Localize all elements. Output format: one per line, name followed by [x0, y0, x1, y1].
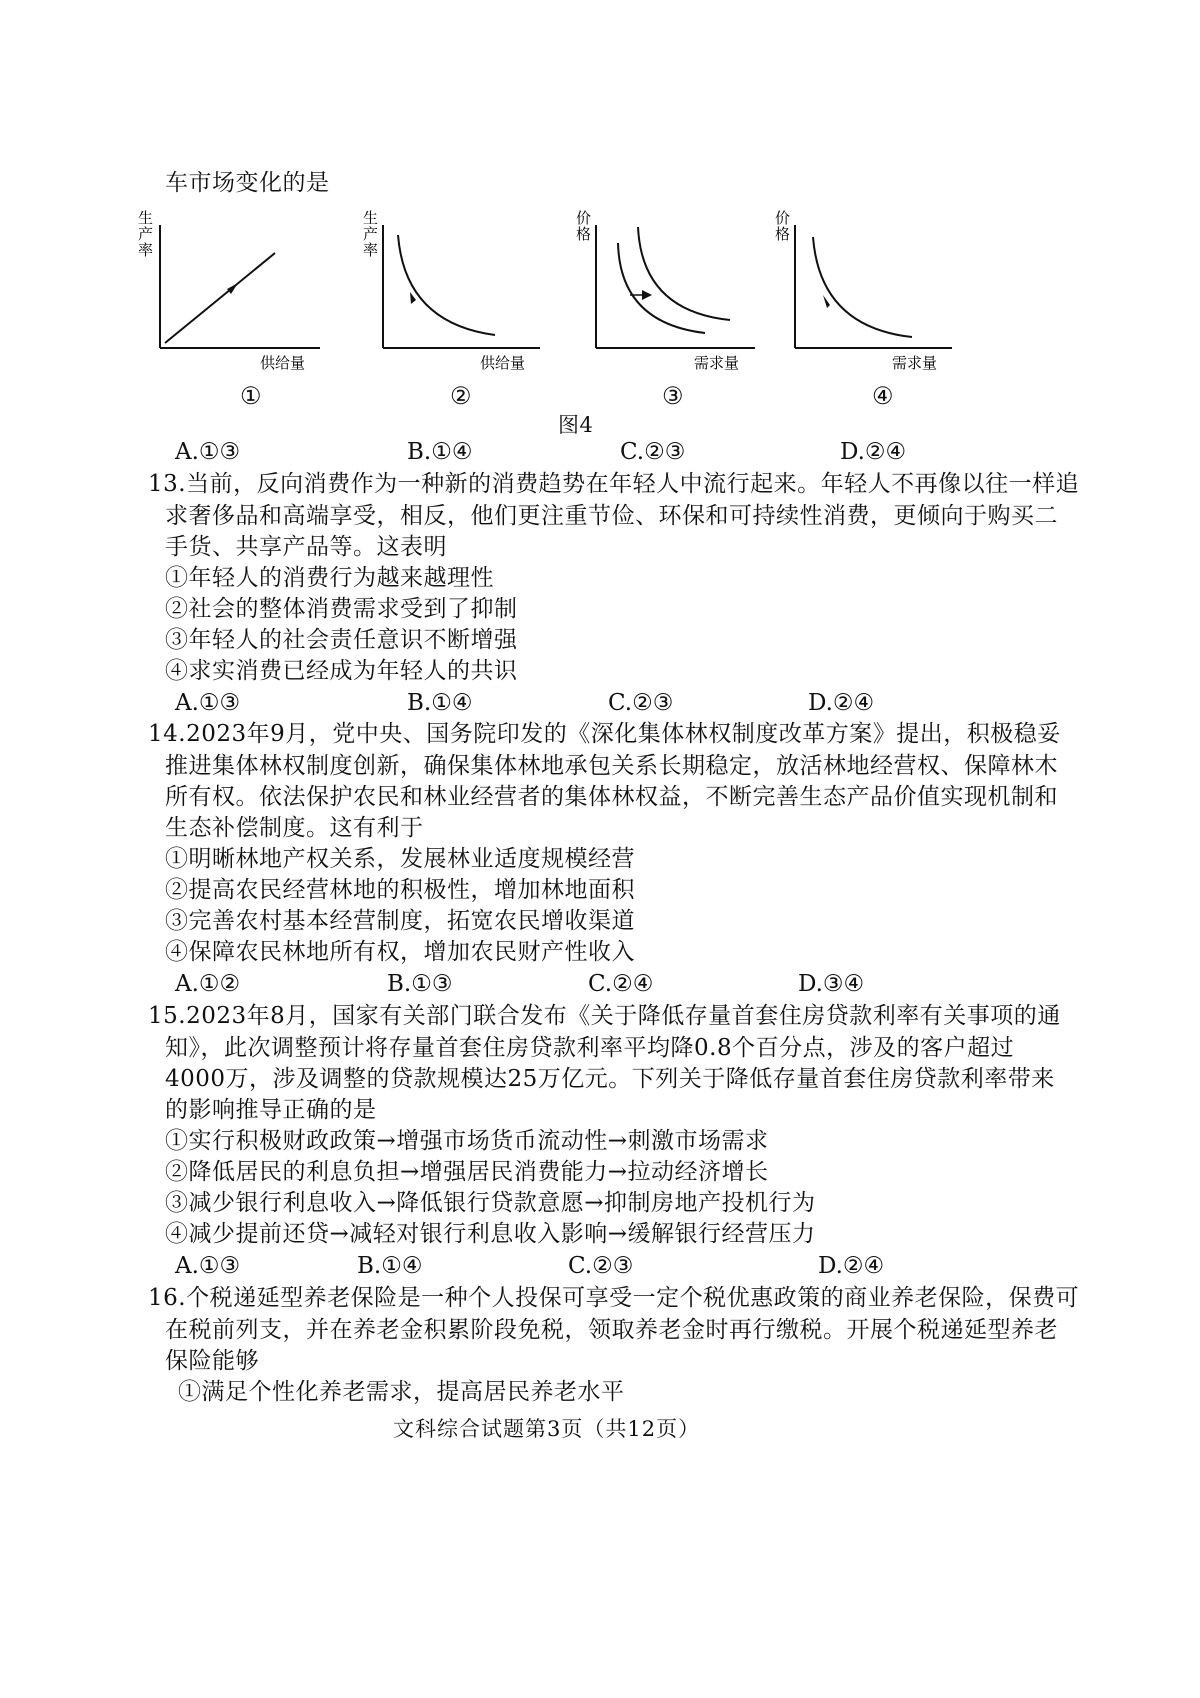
- q14-item-2: ②提高农民经营林地的积极性，增加林地面积: [165, 877, 635, 903]
- q15-item-1: ①实行积极财政政策→增强市场货币流动性→刺激市场需求: [165, 1128, 769, 1154]
- graph-3-arrow: [642, 290, 652, 300]
- graph-2-ylabel-3: 率: [363, 241, 379, 259]
- graph-4-arrow: [823, 295, 830, 308]
- q14-item-4: ④保障农民林地所有权，增加农民财产性收入: [165, 939, 635, 965]
- graph-2-arrow: [410, 292, 416, 304]
- intro-line: 车市场变化的是: [165, 170, 330, 196]
- page-footer: 文科综合试题第3页（共12页）: [393, 1417, 701, 1441]
- q14-stem-line-4: 生态补偿制度。这有利于: [165, 815, 424, 841]
- q12-option-b: B.①④: [407, 439, 473, 465]
- graph-2-xlabel: 供给量: [480, 354, 526, 372]
- q15-option-b: B.①④: [357, 1253, 423, 1279]
- graph-2-ylabel-1: 生: [363, 209, 379, 227]
- q15-stem-line-2: 知》，此次调整预计将存量首套住房贷款利率平均降0.8个百分点，涉及的客户超过: [165, 1035, 1015, 1061]
- graph-3-number: ③: [662, 382, 684, 410]
- q14-option-c: C.②④: [588, 971, 654, 997]
- q12-option-a: A.①③: [175, 439, 241, 465]
- graph-1-curve: [165, 253, 275, 343]
- graph-3-xlabel: 需求量: [694, 354, 740, 372]
- q13-stem-line-2: 求奢侈品和高端享受，相反，他们更注重节俭、环保和可持续性消费，更倾向于购买二: [165, 503, 1058, 529]
- q13-item-2: ②社会的整体消费需求受到了抑制: [165, 596, 518, 622]
- graph-1-ylabel-1: 生: [138, 209, 154, 227]
- q13-option-c: C.②③: [608, 690, 674, 716]
- q13-option-b: B.①④: [407, 690, 473, 716]
- q15-item-3: ③减少银行利息收入→降低银行贷款意愿→抑制房地产投机行为: [165, 1190, 816, 1216]
- graph-3-ylabel-2: 格: [576, 225, 592, 243]
- graph-4-ylabel-2: 格: [775, 225, 791, 243]
- graph-1-ylabel-3: 率: [138, 241, 154, 259]
- graph-4-number: ④: [872, 382, 894, 410]
- q13-item-4: ④求实消费已经成为年轻人的共识: [165, 658, 518, 684]
- q16-item-1: ①满足个性化养老需求，提高居民养老水平: [178, 1379, 625, 1405]
- graph-1-ylabel-2: 产: [138, 225, 154, 243]
- q14-stem-line-2: 推进集体林权制度创新，确保集体林地承包关系长期稳定，放活林地经营权、保障林木: [165, 753, 1058, 779]
- graph-3: [576, 209, 755, 372]
- q13-item-1: ①年轻人的消费行为越来越理性: [165, 565, 494, 591]
- q16-stem-line-1: 16.个税递延型养老保险是一种个人投保可享受一定个税优惠政策的商业养老保险，保费可: [148, 1285, 1080, 1311]
- q12-option-c: C.②③: [620, 439, 686, 465]
- figure-caption: 图4: [558, 413, 594, 437]
- q15-stem-line-1: 15.2023年8月，国家有关部门联合发布《关于降低存量首套住房贷款利率有关事项的通: [148, 1003, 1061, 1029]
- graph-3-curve-1: [618, 243, 705, 333]
- q15-stem-line-3: 4000万，涉及调整的贷款规模达25万亿元。下列关于降低存量首套住房贷款利率带来: [165, 1066, 1055, 1092]
- q14-item-3: ③完善农村基本经营制度，拓宽农民增收渠道: [165, 908, 635, 934]
- graph-3-curve-2: [638, 227, 730, 320]
- q14-option-d: D.③④: [798, 971, 865, 997]
- graph-4: [775, 209, 952, 372]
- q15-option-c: C.②③: [568, 1253, 634, 1279]
- graph-2-number: ②: [450, 382, 472, 410]
- q15-item-2: ②降低居民的利息负担→增强居民消费能力→拉动经济增长: [165, 1159, 769, 1185]
- graph-1-arrow: [227, 283, 238, 294]
- q13-option-a: A.①③: [175, 690, 241, 716]
- q14-item-1: ①明晰林地产权关系，发展林业适度规模经营: [165, 846, 635, 872]
- graph-4-ylabel-1: 价: [775, 209, 791, 227]
- graph-2-ylabel-2: 产: [363, 225, 379, 243]
- graph-1: [138, 209, 320, 372]
- q14-option-b: B.①③: [387, 971, 453, 997]
- q13-stem-line-3: 手货、共享产品等。这表明: [165, 534, 447, 560]
- q15-item-4: ④减少提前还贷→减轻对银行利息收入影响→缓解银行经营压力: [165, 1221, 816, 1247]
- graph-2: [363, 209, 540, 372]
- q14-option-a: A.①②: [175, 971, 241, 997]
- graph-4-xlabel: 需求量: [892, 354, 938, 372]
- q16-stem-line-3: 保险能够: [165, 1348, 259, 1374]
- q15-option-a: A.①③: [175, 1253, 241, 1279]
- q14-stem-line-1: 14.2023年9月，党中央、国务院印发的《深化集体林权制度改革方案》提出，积极稳妥: [148, 721, 1061, 747]
- q15-option-d: D.②④: [818, 1253, 885, 1279]
- q14-stem-line-3: 所有权。依法保护农民和林业经营者的集体林权益，不断完善生态产品价值实现机制和: [165, 784, 1058, 810]
- graph-1-number: ①: [240, 382, 262, 410]
- graph-4-curve: [813, 237, 912, 337]
- graph-1-xlabel: 供给量: [260, 354, 306, 372]
- q16-stem-line-2: 在税前列支，并在养老金积累阶段免税，领取养老金时再行缴税。开展个税递延型养老: [165, 1317, 1058, 1343]
- q13-stem-line-1: 13.当前，反向消费作为一种新的消费趋势在年轻人中流行起来。年轻人不再像以往一样追: [148, 471, 1080, 497]
- graph-3-ylabel-1: 价: [576, 209, 592, 227]
- q15-stem-line-4: 的影响推导正确的是: [165, 1097, 377, 1123]
- q13-option-d: D.②④: [808, 690, 875, 716]
- q12-option-d: D.②④: [840, 439, 907, 465]
- graph-2-curve: [398, 235, 495, 335]
- q13-item-3: ③年轻人的社会责任意识不断增强: [165, 627, 518, 653]
